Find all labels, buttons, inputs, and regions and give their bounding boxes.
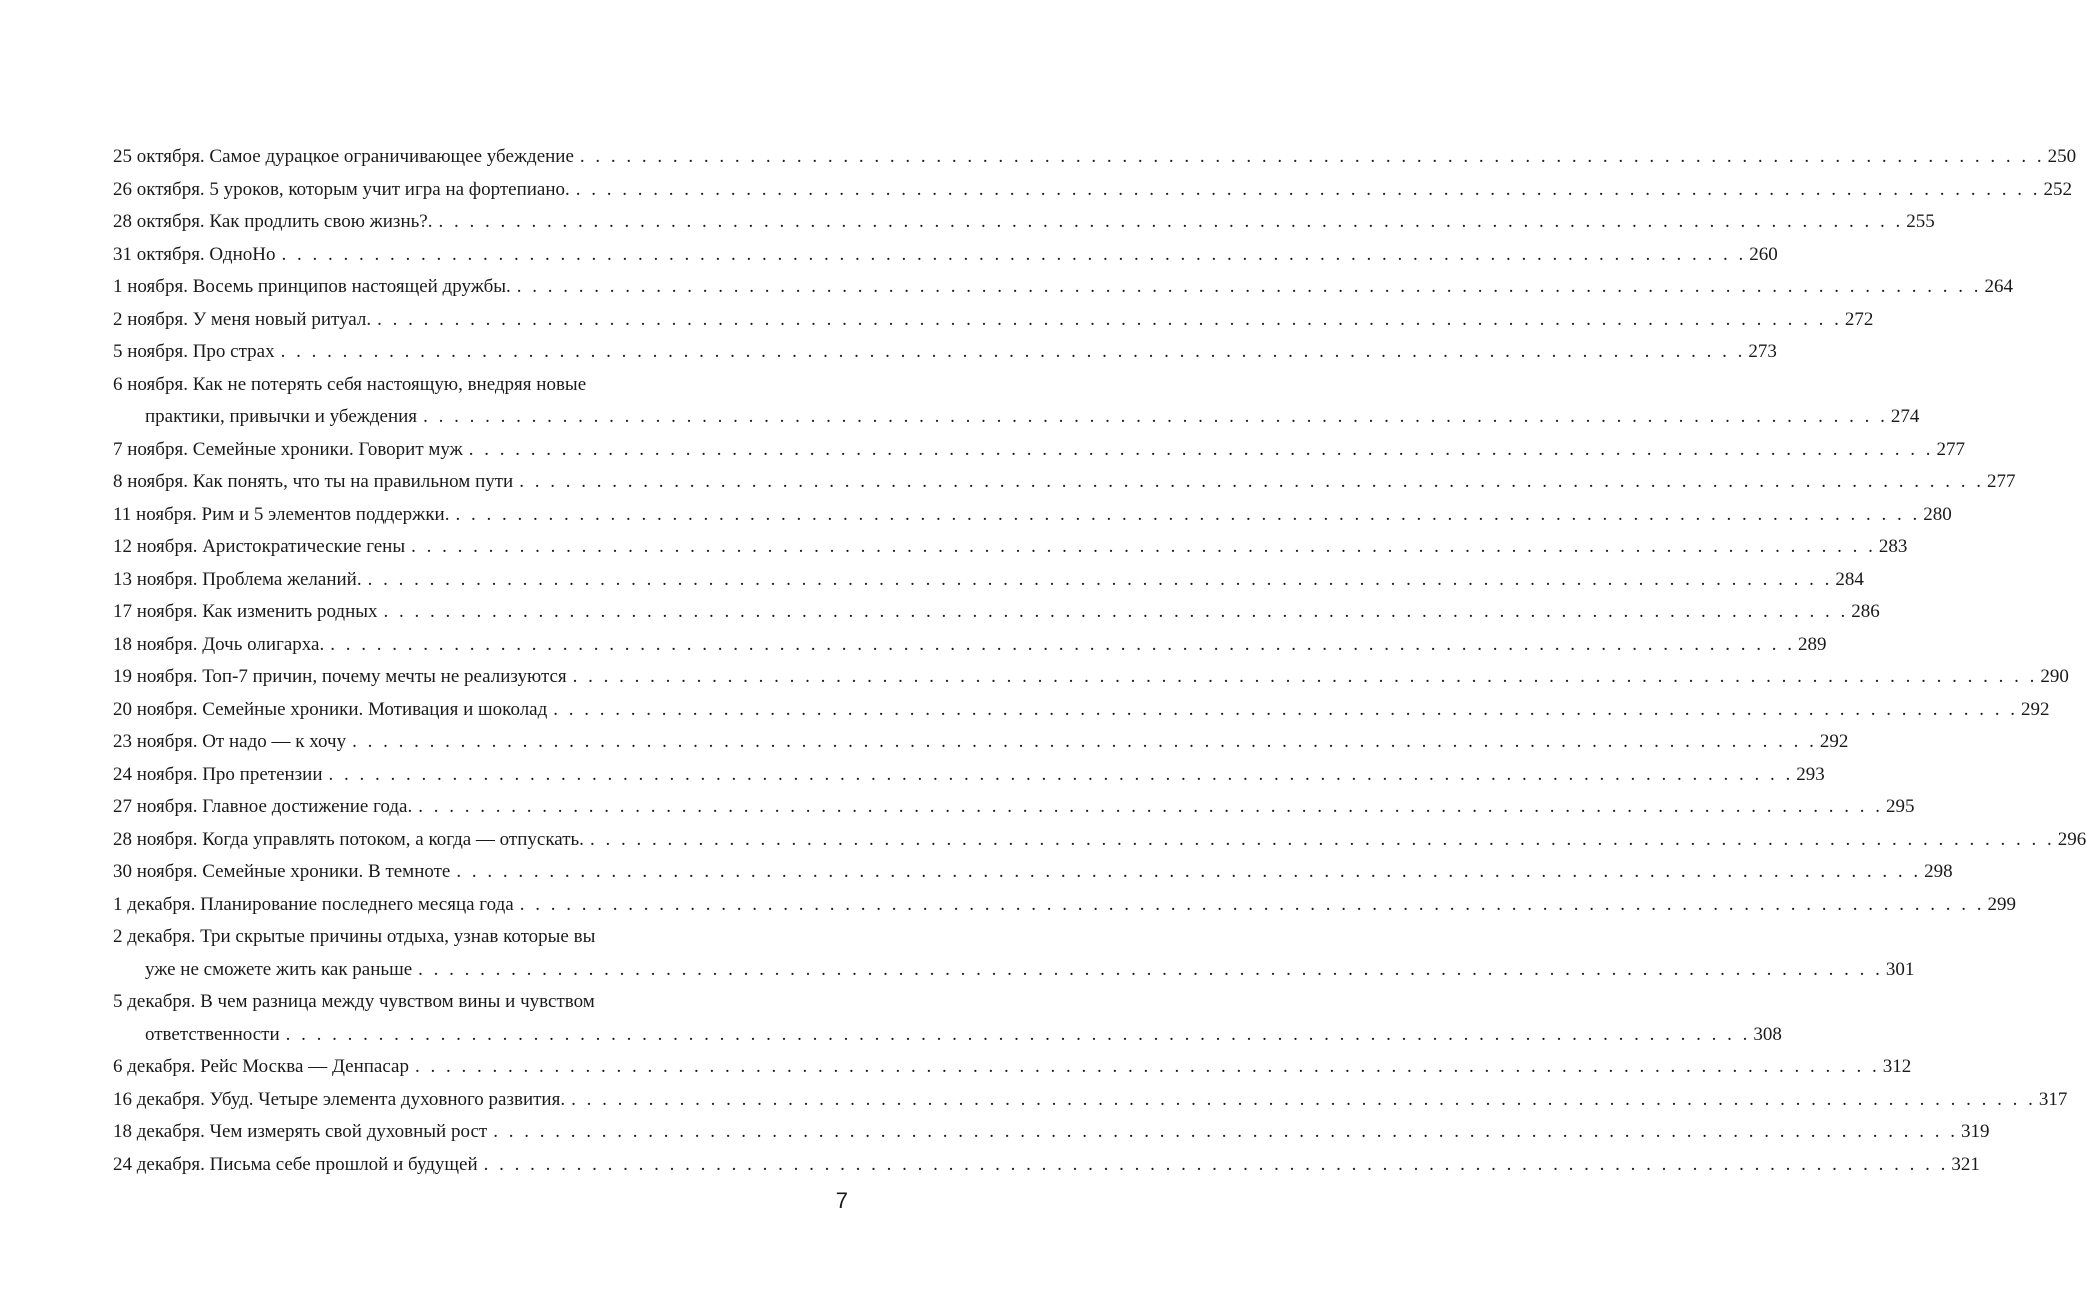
toc-entry-page-number: 286 <box>1851 601 1880 622</box>
dot-leader <box>573 661 2038 694</box>
toc-entry-page-number: 250 <box>2047 146 2077 167</box>
toc-entry-title: практики, привычки и убеждения <box>145 406 418 427</box>
toc-entry-title: 13 ноября. Проблема желаний. <box>113 568 362 590</box>
toc-entry-title: 6 ноября. Как не потерять себя настоящую, внедряя новые <box>113 373 587 395</box>
toc-entry-title: 27 ноября. Главное достижение года. <box>113 796 413 817</box>
toc-entry-line <box>113 174 2073 207</box>
toc-entry <box>113 661 2069 694</box>
toc-entry-page-number: 319 <box>1960 1121 1990 1142</box>
dot-leader <box>423 401 1888 434</box>
toc-entry-page-number: 255 <box>1906 211 1935 232</box>
toc-entry-line <box>113 141 2077 174</box>
toc-entry-line <box>113 304 1874 337</box>
toc-entry <box>113 531 1908 564</box>
toc-entry-title: 24 декабря. Письма себе прошлой и будущей <box>113 1153 478 1175</box>
dot-leader <box>330 629 1795 662</box>
dot-leader <box>553 694 2018 727</box>
toc-entry <box>113 1051 1912 1084</box>
toc-entry-page-number: 308 <box>1753 1023 1782 1045</box>
toc-entry <box>113 629 1827 662</box>
dot-leader <box>517 271 1982 304</box>
dot-leader <box>456 856 1921 889</box>
toc-entry-page-number: 321 <box>1951 1153 1980 1175</box>
toc-entry-title: 6 декабря. Рейс Москва — Денпасар <box>113 1056 409 1077</box>
toc-entry <box>113 434 1966 467</box>
toc-entry-line <box>113 726 1849 759</box>
toc-entry-line <box>113 791 1915 824</box>
toc-entry <box>113 174 2073 207</box>
toc-entry-page-number: 301 <box>1885 958 1915 980</box>
dot-leader <box>411 531 1876 564</box>
dot-leader <box>519 466 1984 499</box>
dot-leader <box>438 206 1903 239</box>
dot-leader <box>281 239 1746 272</box>
toc-entry-line <box>113 661 2069 694</box>
toc-entry-line <box>113 596 1880 629</box>
toc-entry-line <box>113 986 838 1019</box>
dot-leader <box>493 1116 1958 1149</box>
toc-entry-line <box>113 856 1953 889</box>
toc-entry-page-number: 298 <box>1924 861 1953 882</box>
toc-entry-page-number: 290 <box>2040 666 2069 687</box>
page-number: 7 <box>835 1188 848 1213</box>
toc-entry-page-number: 272 <box>1844 308 1874 330</box>
toc-entry-line <box>113 271 2014 304</box>
dot-leader <box>520 889 1985 922</box>
toc-entry <box>113 369 1920 434</box>
toc-entry <box>113 564 1864 597</box>
toc-entry <box>113 271 2014 304</box>
dot-leader <box>329 759 1794 792</box>
toc-entry-title: 26 октября. 5 уроков, которым учит игра на фортепиано. <box>113 178 570 200</box>
toc-entry <box>113 206 1935 239</box>
toc-entry-page-number: 264 <box>1984 276 2014 297</box>
toc-entry-line <box>113 824 2086 857</box>
toc-entry-line <box>113 629 1827 662</box>
dot-leader <box>418 791 1883 824</box>
toc-entry-continuation-line <box>113 954 1915 987</box>
toc-entry-title: 24 ноября. Про претензии <box>113 763 323 785</box>
toc-entry <box>113 1084 2068 1117</box>
toc-entry-title: 12 ноября. Аристократические гены <box>113 536 406 557</box>
toc-entry-line <box>113 239 1778 272</box>
toc-entry-page-number: 317 <box>2038 1088 2068 1110</box>
toc-entry-title: 17 ноября. Как изменить родных <box>113 601 378 622</box>
toc-entry-line <box>113 1149 1980 1182</box>
toc-entry <box>113 239 1778 272</box>
toc-entry-title: уже не сможете жить как раньше <box>145 958 413 980</box>
toc-entry-line <box>113 694 2050 727</box>
toc-entry <box>113 141 2077 174</box>
toc-entry-line <box>113 921 838 954</box>
toc-entry-page-number: 252 <box>2043 178 2073 200</box>
toc-entry-line <box>113 434 1966 467</box>
toc-entry <box>113 596 1880 629</box>
dot-leader <box>455 499 1920 532</box>
toc-entry-page-number: 277 <box>1986 471 2016 492</box>
dot-leader <box>352 726 1817 759</box>
toc-entry-title: 5 декабря. В чем разница между чувством вины и чувством <box>113 991 595 1012</box>
toc-entry <box>113 986 1782 1051</box>
toc-entry-page-number: 273 <box>1748 341 1777 362</box>
toc-entry-title: 16 декабря. Убуд. Четыре элемента духовного развития. <box>113 1088 566 1110</box>
dot-leader <box>415 1051 1880 1084</box>
toc-entry-page-number: 292 <box>2021 698 2050 720</box>
toc-entry-line <box>113 499 1952 532</box>
toc-entry-title: 23 ноября. От надо — к хочу <box>113 731 347 752</box>
dot-leader <box>590 824 2055 857</box>
toc-entry-line <box>113 1116 1990 1149</box>
toc-entry <box>113 304 1874 337</box>
toc-entry <box>113 694 2050 727</box>
toc-entry-title: 18 ноября. Дочь олигарха. <box>113 633 325 655</box>
toc-entry-line <box>113 531 1908 564</box>
toc-entry <box>113 856 1953 889</box>
toc-entry <box>113 759 1825 792</box>
toc-entry-page-number: 274 <box>1890 406 1920 427</box>
toc-entry-title: 28 ноября. Когда управлять потоком, а когда — отпускать. <box>113 828 584 850</box>
toc-entry-continuation-line <box>113 1019 1782 1052</box>
toc-entry-title: 28 октября. Как продлить свою жизнь?. <box>113 211 433 232</box>
toc-entry-title: 1 ноября. Восемь принципов настоящей дружбы. <box>113 276 511 297</box>
toc-entry-page-number: 296 <box>2057 828 2086 850</box>
toc-entry <box>113 791 1915 824</box>
toc-entry-title: 5 ноября. Про страх <box>113 341 275 362</box>
toc-entry-page-number: 260 <box>1749 243 1778 265</box>
toc-entry-title: 25 октября. Самое дурацкое ограничивающее убеждение <box>113 146 574 167</box>
dot-leader <box>576 174 2041 207</box>
toc-entry-title: 31 октября. ОдноНо <box>113 243 276 265</box>
dot-leader <box>418 954 1883 987</box>
toc-entry-title: 19 ноября. Топ-7 причин, почему мечты не реализуются <box>113 666 567 687</box>
toc-entry-page-number: 292 <box>1819 731 1849 752</box>
toc-entry-line <box>113 336 1777 369</box>
toc-entry-title: 30 ноября. Семейные хроники. В темноте <box>113 861 451 882</box>
toc-entry-title: 11 ноября. Рим и 5 элементов поддержки. <box>113 503 450 525</box>
toc-entry-line <box>113 564 1864 597</box>
toc-entry-page-number: 284 <box>1835 568 1864 590</box>
toc-entry-line <box>113 1051 1912 1084</box>
toc-entry-line <box>113 889 2016 922</box>
toc-entry-title: 2 ноября. У меня новый ритуал. <box>113 308 372 330</box>
dot-leader <box>377 304 1842 337</box>
toc-entry <box>113 1116 1990 1149</box>
toc-entry <box>113 336 1777 369</box>
dot-leader <box>286 1019 1751 1052</box>
toc-entry-continuation-line <box>113 401 1920 434</box>
toc-entry-page-number: 277 <box>1936 438 1966 460</box>
dot-leader <box>580 141 2045 174</box>
toc-entry-line <box>113 1084 2068 1117</box>
toc-entry-title: 1 декабря. Планирование последнего месяца года <box>113 893 514 915</box>
toc-entry-page-number: 283 <box>1878 536 1908 557</box>
toc-entry-title: 18 декабря. Чем измерять свой духовный рост <box>113 1121 488 1142</box>
toc-entry-line <box>113 206 1935 239</box>
toc-entry-page-number: 293 <box>1796 763 1825 785</box>
dot-leader <box>469 434 1934 467</box>
toc-entry-page-number: 299 <box>1987 893 2016 915</box>
toc-entry-page-number: 289 <box>1797 633 1827 655</box>
table-of-contents <box>113 141 2086 1181</box>
toc-entry-title: 7 ноября. Семейные хроники. Говорит муж <box>113 438 463 460</box>
toc-entry <box>113 921 1915 986</box>
toc-entry-page-number: 295 <box>1885 796 1915 817</box>
toc-entry-title: ответственности <box>145 1023 280 1045</box>
toc-entry-page-number: 280 <box>1923 503 1952 525</box>
toc-entry-title: 8 ноября. Как понять, что ты на правильном пути <box>113 471 514 492</box>
toc-entry-line <box>113 369 838 402</box>
toc-entry <box>113 889 2016 922</box>
dot-leader <box>484 1149 1949 1182</box>
toc-entry-line <box>113 759 1825 792</box>
dot-leader <box>571 1084 2036 1117</box>
dot-leader <box>368 564 1833 597</box>
dot-leader <box>281 336 1746 369</box>
toc-entry <box>113 499 1952 532</box>
dot-leader <box>384 596 1849 629</box>
toc-entry-page-number: 312 <box>1882 1056 1912 1077</box>
toc-entry-title: 20 ноября. Семейные хроники. Мотивация и шоколад <box>113 698 548 720</box>
toc-entry <box>113 466 2016 499</box>
toc-entry-title: 2 декабря. Три скрытые причины отдыха, узнав которые вы <box>113 926 596 947</box>
toc-entry-line <box>113 466 2016 499</box>
toc-entry <box>113 824 2086 857</box>
toc-entry <box>113 726 1849 759</box>
toc-entry <box>113 1149 1980 1182</box>
